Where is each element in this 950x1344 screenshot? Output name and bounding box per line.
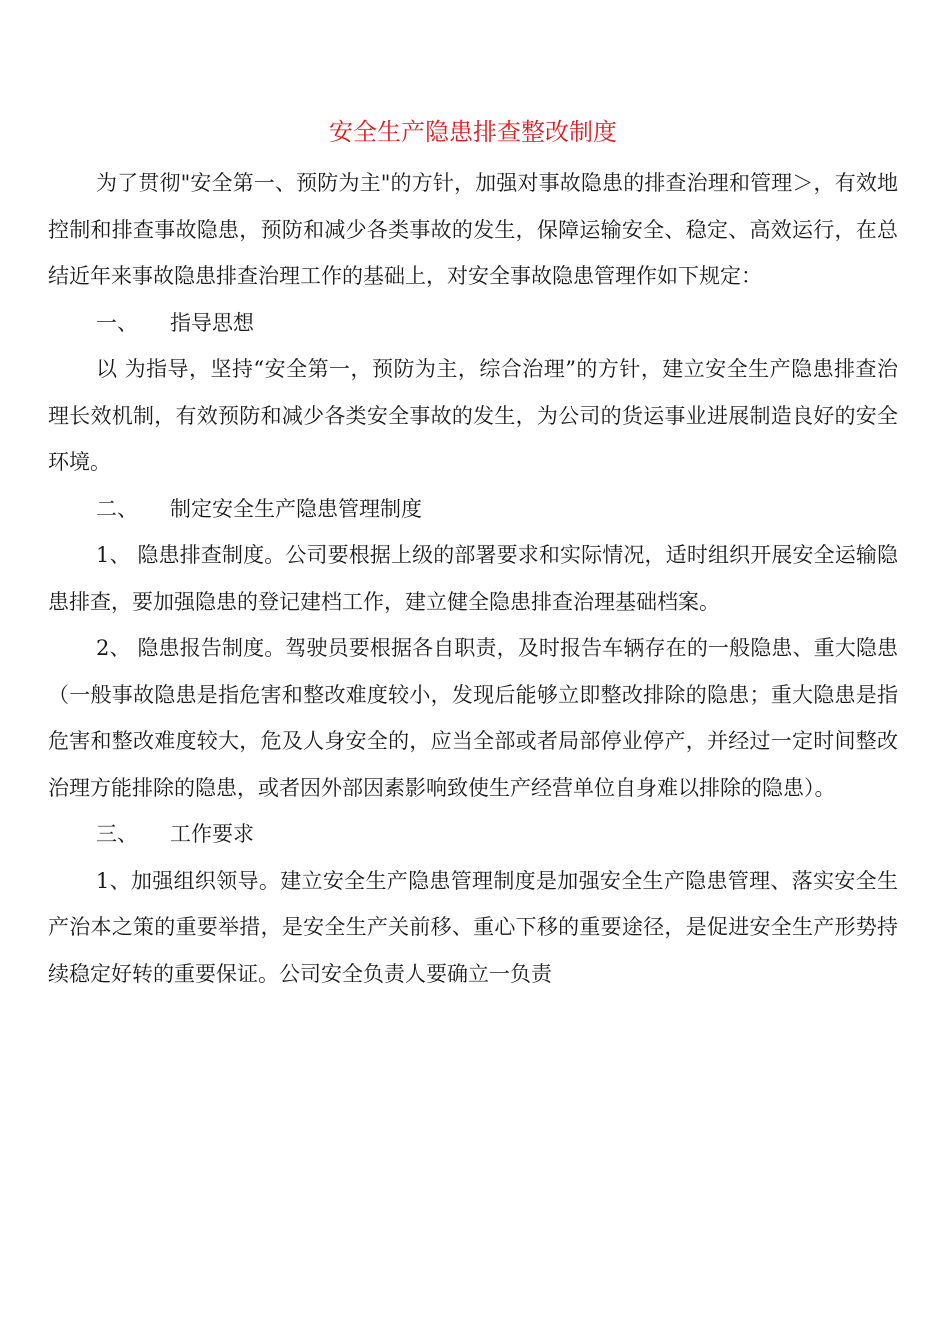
section-heading-1 bbox=[48, 300, 898, 347]
section-number: 一、 bbox=[96, 310, 138, 335]
document-page bbox=[48, 112, 898, 997]
document-title: 安全生产隐患排查整改制度 bbox=[329, 118, 617, 146]
section2-item-1: 1、 隐患排查制度。公司要根据上级的部署要求和实际情况，适时组织开展安全运输隐患排查，要加强隐患的登记建档工作，建立健全隐患排查治理基础档案。 bbox=[48, 543, 898, 614]
section-title: 指导思想 bbox=[170, 310, 254, 335]
section1-paragraph: 以 为指导，坚持“安全第一，预防为主，综合治理”的方针，建立安全生产隐患排查治理长效机制，有效预防和减少各类安全事故的发生，为公司的货运事业进展制造良好的安全环境。 bbox=[48, 357, 898, 474]
section-title: 制定安全生产隐患管理制度 bbox=[170, 496, 422, 521]
section-number: 三、 bbox=[96, 822, 138, 846]
section3-item-1: 1、加强组织领导。建立安全生产隐患管理制度是加强安全生产隐患管理、落实安全生产治本之策的重要举措，是安全生产关前移、重心下移的重要途径，是促进安全生产形势持续稳定好转的重要保证。公司安全负责人要确立一负责 bbox=[48, 868, 898, 986]
intro-paragraph: 为了贯彻"安全第一、预防为主"的方针，加强对事故隐患的排查治理和管理＞，有效地控制和排查事故隐患，预防和减少各类事故的发生，保障运输安全、稳定、高效运行，在总结近年来事故隐患排查治理工作的基础上，对安全事故隐患管理作如下规定： bbox=[48, 171, 898, 288]
section2-item-2: 2、 隐患报告制度。驾驶员要根据各自职责，及时报告车辆存在的一般隐患、重大隐患（一般事故隐患是指危害和整改难度较小，发现后能够立即整改排除的隐患；重大隐患是指危害和整改难度较大，危及人身安全的，应当全部或者局部停业停产，并经过一定时间整改治理方能排除的隐患，或者因外部因素影响致使生产经营单位自身难以排除的隐患）。 bbox=[48, 636, 898, 800]
section-number: 二、 bbox=[96, 496, 138, 521]
section-title: 工作要求 bbox=[170, 822, 254, 846]
section-heading-2 bbox=[48, 486, 898, 533]
section-heading-3 bbox=[48, 811, 898, 858]
